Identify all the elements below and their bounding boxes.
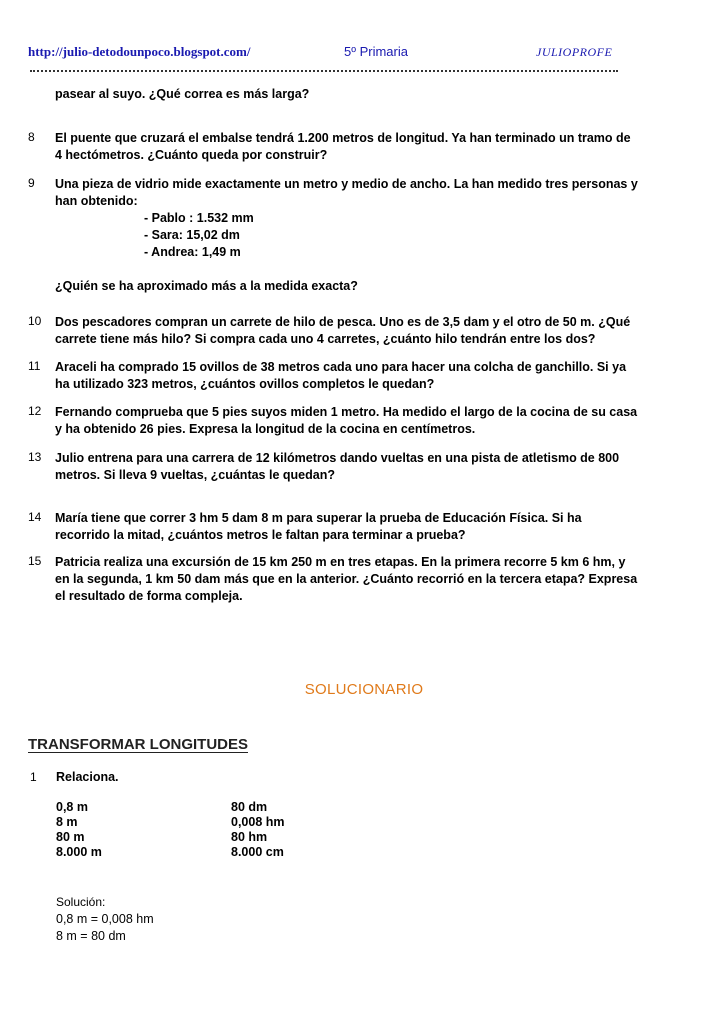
question-text <box>55 404 695 438</box>
pair-row <box>56 845 356 860</box>
header-dotted-divider <box>30 70 618 72</box>
question-line: El puente que cruzará el embalse tendrá 1.200 metros de longitud. Ya han terminado un tramo de <box>55 131 631 145</box>
grade-label: 5º Primaria <box>344 44 408 59</box>
question-text <box>55 359 695 393</box>
solution-line: 8 m = 80 dm <box>56 929 126 943</box>
question-line: y ha obtenido 26 pies. Expresa la longitud de la cocina en centímetros. <box>55 422 476 436</box>
pair-right: 8.000 cm <box>231 845 284 859</box>
question-line: 4 hectómetros. ¿Cuánto queda por construir? <box>55 148 328 162</box>
pair-left: 8 m <box>56 815 78 829</box>
pair-right: 0,008 hm <box>231 815 285 829</box>
question-text <box>55 86 695 103</box>
question-line: María tiene que correr 3 hm 5 dam 8 m para superar la prueba de Educación Física. Si ha <box>55 511 582 525</box>
relation-pairs <box>56 800 356 860</box>
pair-left: 0,8 m <box>56 800 88 814</box>
pair-right: 80 hm <box>231 830 268 844</box>
question-line: en la segunda, 1 km 50 dam más que en la anterior. ¿Cuánto recorrió en la tercera etapa? Expresa <box>55 572 638 586</box>
question-text <box>55 450 695 484</box>
pair-row <box>56 800 356 815</box>
question-line: Fernando comprueba que 5 pies suyos miden 1 metro. Ha medido el largo de la cocina de su casa <box>55 405 638 419</box>
question-line: recorrido la mitad, ¿cuántos metros le faltan para terminar a prueba? <box>55 528 466 542</box>
exercise-number: 1 <box>30 770 37 784</box>
question-text <box>55 314 695 348</box>
pair-row <box>56 815 356 830</box>
pair-left: 8.000 m <box>56 845 102 859</box>
question-number: 8 <box>28 130 35 144</box>
question-number: 14 <box>28 510 42 524</box>
question-line: metros. Si lleva 9 vueltas, ¿cuántas le quedan? <box>55 468 335 482</box>
blog-url-link[interactable]: http://julio-detodounpoco.blogspot.com/ <box>28 44 251 59</box>
question-line: Patricia realiza una excursión de 15 km 250 m en tres etapas. En la primera recorre 5 km 6 hm, y <box>55 555 626 569</box>
question-line: pasear al suyo. ¿Qué correa es más larga? <box>55 87 310 101</box>
question-line: ha utilizado 323 metros, ¿cuántos ovillos completos le quedan? <box>55 377 435 391</box>
measure-sara: - Sara: 15,02 dm <box>144 228 240 242</box>
question-text <box>55 130 695 164</box>
question-number: 12 <box>28 404 42 418</box>
question-text <box>55 554 695 605</box>
section-heading: TRANSFORMAR LONGITUDES <box>28 736 248 753</box>
author-label: JULIOPROFE <box>536 45 613 59</box>
question-line: Dos pescadores compran un carrete de hilo de pesca. Uno es de 3,5 dam y el otro de 50 m. ¿Qué <box>55 315 631 329</box>
question-text <box>55 176 695 295</box>
solutions-heading: SOLUCIONARIO <box>304 681 424 698</box>
pair-left: 80 m <box>56 830 85 844</box>
solution-label: Solución: <box>56 895 106 909</box>
question-line: Una pieza de vidrio mide exactamente un metro y medio de ancho. La han medido tres personas y <box>55 177 638 191</box>
question-number: 10 <box>28 314 42 328</box>
question-number: 9 <box>28 176 35 190</box>
question-number: 11 <box>28 359 41 373</box>
pair-right: 80 dm <box>231 800 268 814</box>
question-line: Araceli ha comprado 15 ovillos de 38 metros cada uno para hacer una colcha de ganchillo. Si ya <box>55 360 627 374</box>
pair-row <box>56 830 356 845</box>
solution-block <box>56 894 154 945</box>
measure-andrea: - Andrea: 1,49 m <box>144 245 241 259</box>
question-line: Julio entrena para una carrera de 12 kilómetros dando vueltas en una pista de atletismo de 800 <box>55 451 620 465</box>
question-line: ¿Quién se ha aproximado más a la medida exacta? <box>55 279 358 293</box>
question-number: 15 <box>28 554 42 568</box>
question-line: carrete tiene más hilo? Si compra cada uno 4 carretes, ¿cuánto hilo tendrán entre los dos? <box>55 332 596 346</box>
question-text <box>55 510 695 544</box>
solution-line: 0,8 m = 0,008 hm <box>56 912 154 926</box>
measure-pablo: - Pablo : 1.532 mm <box>144 211 254 225</box>
exercise-title: Relaciona. <box>56 770 119 784</box>
page-header <box>28 44 628 64</box>
question-line: han obtenido: <box>55 194 138 208</box>
question-number: 13 <box>28 450 42 464</box>
question-line: el resultado de forma compleja. <box>55 589 243 603</box>
